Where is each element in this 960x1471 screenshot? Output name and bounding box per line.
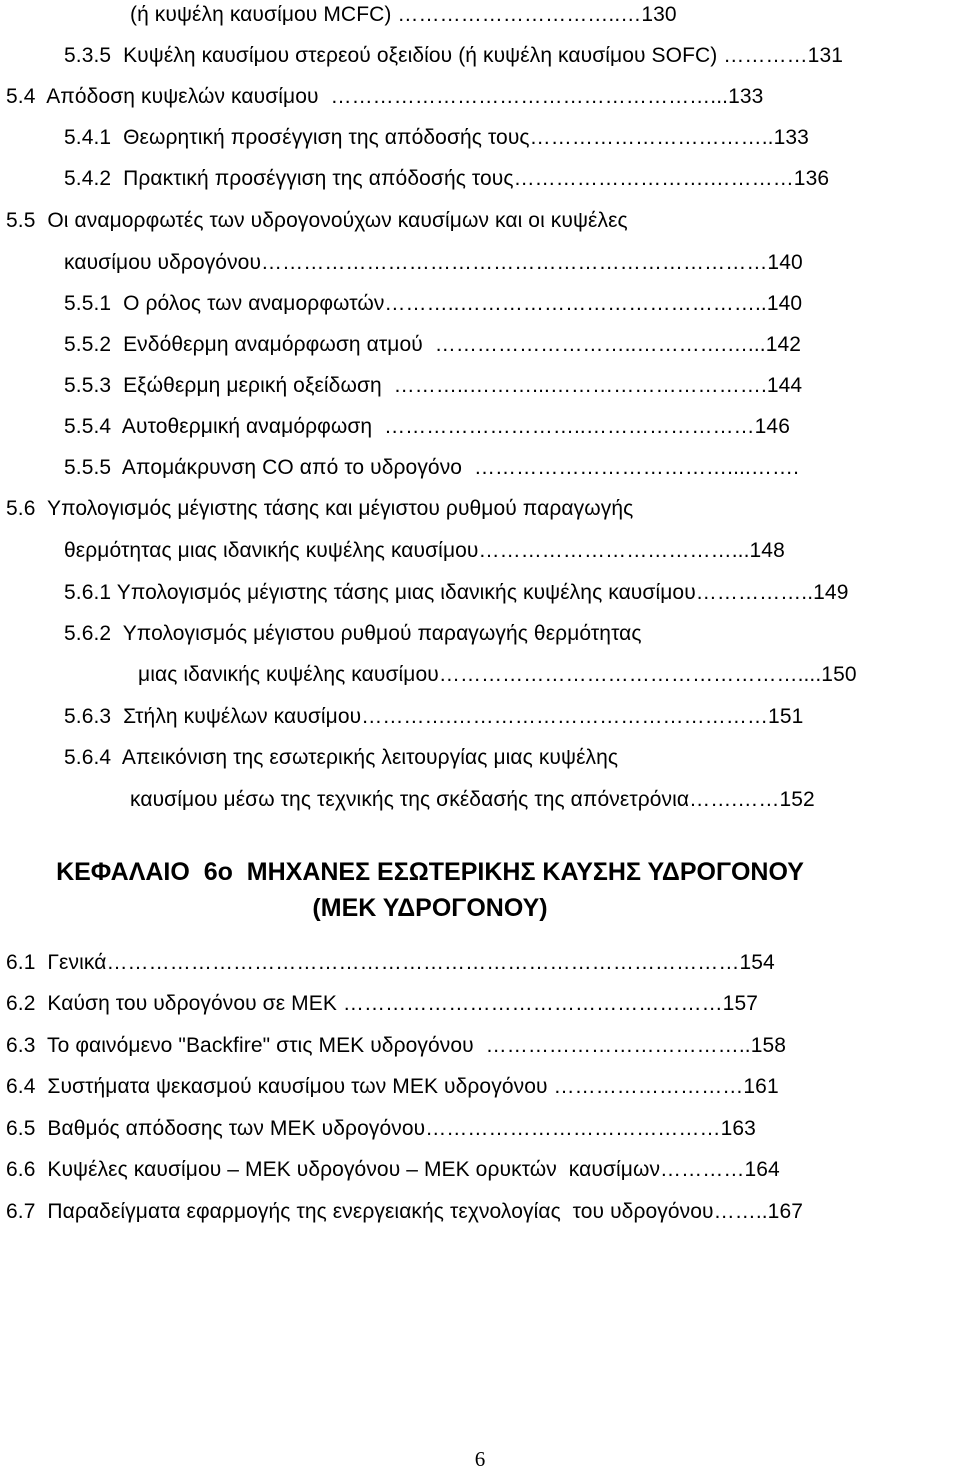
toc-entry: 5.6.3 Στήλη κυψέλων καυσίμου………….………………………………………151 <box>64 705 804 728</box>
toc-entry: 5.3.5 Κυψέλη καυσίμου στερεού οξειδίου (ή κυψέλη καυσίμου SOFC) …………131 <box>64 44 844 67</box>
toc-entry: 5.6.1 Υπολογισμός μέγιστης τάσης μιας ιδανικής κυψέλης καυσίμου……………..149 <box>64 581 849 604</box>
toc-entry: 5.4 Απόδοση κυψελών καυσίμου ………………………………………………...133 <box>6 85 764 108</box>
toc-entry: μιας ιδανικής κυψέλης καυσίμου……………………………………………....150 <box>138 663 857 686</box>
toc-entry: 6.4 Συστήματα ψεκασμού καυσίμου των ΜΕΚ υδρογόνου ………………………161 <box>6 1075 779 1098</box>
toc-entry: 6.5 Βαθμός απόδοσης των ΜΕΚ υδρογόνου……………………………………163 <box>6 1117 756 1140</box>
toc-entry: 6.2 Καύση του υδρογόνου σε ΜΕΚ ………………………………………………157 <box>6 992 759 1015</box>
toc-entry: 5.5.5 Απομάκρυνση CO από το υδρογόνο ………………………………....……. <box>64 456 800 479</box>
toc-entry: 5.5.3 Εξώθερμη μερική οξείδωση ………..………...………………………….144 <box>64 374 803 397</box>
toc-entry: 5.5 Οι αναμορφωτές των υδρογονούχων καυσίμων και οι κυψέλες <box>6 209 628 232</box>
toc-entry: 5.5.1 Ο ρόλος των αναμορφωτών………..……………………………………..140 <box>64 292 803 315</box>
toc-entry: θερμότητας μιας ιδανικής κυψέλης καυσίμου………………………………...148 <box>64 539 785 562</box>
toc-entry: 5.6.2 Υπολογισμός μέγιστου ρυθμού παραγωγής θερμότητας <box>64 622 642 645</box>
toc-entry: 5.4.2 Πρακτική προσέγγιση της απόδοσής τους……………………….…………136 <box>64 167 830 190</box>
toc-entry: 6.1 Γενικά………………………………………………………………………………154 <box>6 951 775 974</box>
toc-entry: 6.3 Το φαινόμενο "Backfire" στις ΜΕΚ υδρογόνου ………………………………..158 <box>6 1034 787 1057</box>
chapter-subtitle: (ΜΕΚ ΥΔΡΟΓΟΝΟΥ) <box>312 894 548 922</box>
toc-entry: 6.6 Κυψέλες καυσίμου – ΜΕΚ υδρογόνου – ΜΕΚ ορυκτών καυσίμων…………164 <box>6 1158 780 1181</box>
toc-entry: καυσίμου υδρογόνου………………………………………………………………140 <box>64 251 803 274</box>
toc-entry: 5.5.2 Ενδόθερμη αναμόρφωση ατμού ………………………..………….…...142 <box>64 333 802 356</box>
toc-entry: 5.6 Υπολογισμός μέγιστης τάσης και μέγιστου ρυθμού παραγωγής <box>6 497 634 520</box>
toc-entry: (ή κυψέλη καυσίμου MCFC) …………………………..…130 <box>130 3 677 26</box>
page-number: 6 <box>474 1447 486 1471</box>
toc-entry: 5.4.1 Θεωρητική προσέγγιση της απόδοσής τους……………………………..133 <box>64 126 809 149</box>
toc-entry: 5.5.4 Αυτοθερμική αναμόρφωση ………………………..……………………146 <box>64 415 790 438</box>
toc-entry: καυσίμου μέσω της τεχνικής της σκέδασής της απόνετρόνια…….……152 <box>130 788 815 811</box>
toc-entry: 6.7 Παραδείγματα εφαρμογής της ενεργειακής τεχνολογίας του υδρογόνου……..167 <box>6 1200 804 1223</box>
chapter-title: ΚΕΦΑΛΑΙΟ 6ο ΜΗΧΑΝΕΣ ΕΣΩΤΕΡΙΚΗΣ ΚΑΥΣΗΣ ΥΔΡΟΓΟΝΟΥ <box>56 858 804 886</box>
toc-entry: 5.6.4 Απεικόνιση της εσωτερικής λειτουργίας μιας κυψέλης <box>64 746 619 769</box>
